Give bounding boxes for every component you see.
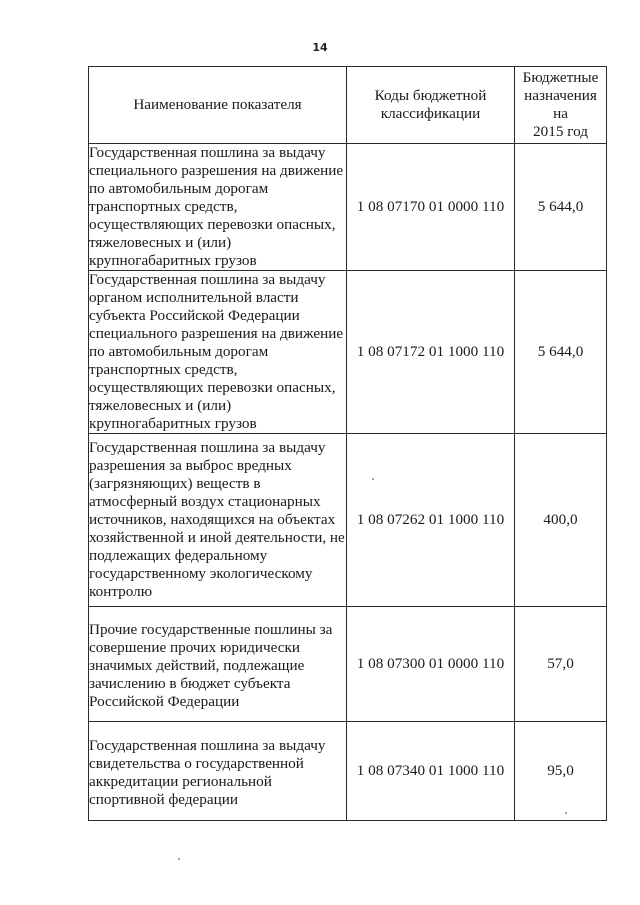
- indicator-name-line: (загрязняющих) веществ в: [89, 475, 261, 492]
- scan-speck: [372, 478, 374, 480]
- indicator-name-line: осуществляющих перевозки опасных,: [89, 216, 336, 233]
- indicator-name-line: специального разрешения на движение: [89, 162, 344, 179]
- budget-code-cell: 1 08 07172 01 1000 110: [347, 271, 515, 434]
- budget-code-cell: 1 08 07300 01 0000 110: [347, 607, 515, 722]
- indicator-name-line: совершение прочих юридически: [89, 639, 300, 656]
- indicator-name-line: крупногабаритных грузов: [89, 252, 257, 269]
- indicator-name-cell: [89, 271, 347, 434]
- budget-amount-cell: 95,0: [515, 722, 607, 821]
- header-budget-amount-line: Бюджетные: [522, 69, 599, 86]
- indicator-name-line: Государственная пошлина за выдачу: [89, 144, 326, 161]
- header-budget-code-line: классификации: [380, 105, 481, 122]
- table-row: [89, 144, 607, 271]
- indicator-name-cell: [89, 434, 347, 607]
- indicator-name-line: Российской Федерации: [89, 693, 240, 710]
- indicator-name-line: разрешения за выброс вредных: [89, 457, 292, 474]
- header-indicator-name-line: Наименование показателя: [133, 96, 302, 113]
- header-budget-amount-line: назначения на: [524, 87, 597, 122]
- indicator-name-line: Прочие государственные пошлины за: [89, 621, 333, 638]
- header-budget-code: [347, 67, 515, 144]
- header-budget-code-line: Коды бюджетной: [374, 87, 487, 104]
- indicator-name-cell: [89, 722, 347, 821]
- header-budget-amount-line: 2015 год: [533, 123, 588, 140]
- indicator-name-line: органом исполнительной власти: [89, 289, 299, 306]
- indicator-name-line: тяжеловесных и (или): [89, 397, 232, 414]
- indicator-name-line: государственному экологическому: [89, 565, 313, 582]
- budget-code-cell: 1 08 07340 01 1000 110: [347, 722, 515, 821]
- indicator-name-line: транспортных средств,: [89, 198, 238, 215]
- table-row: [89, 434, 607, 607]
- indicator-name-line: свидетельства о государственной: [89, 755, 304, 772]
- header-indicator-name: [89, 67, 347, 144]
- scan-speck: [565, 812, 567, 814]
- indicator-name-cell: [89, 144, 347, 271]
- indicator-name-line: тяжеловесных и (или): [89, 234, 232, 251]
- indicator-name-line: транспортных средств,: [89, 361, 238, 378]
- indicator-name-line: спортивной федерации: [89, 791, 239, 808]
- indicator-name-line: подлежащих федеральному: [89, 547, 268, 564]
- indicator-name-line: аккредитации региональной: [89, 773, 272, 790]
- budget-code-cell: 1 08 07170 01 0000 110: [347, 144, 515, 271]
- indicator-name-line: специального разрешения на движение: [89, 325, 344, 342]
- budget-code-cell: 1 08 07262 01 1000 110: [347, 434, 515, 607]
- table-row: [89, 722, 607, 821]
- budget-table: [88, 66, 607, 821]
- budget-amount-cell: 5 644,0: [515, 144, 607, 271]
- indicator-name-cell: [89, 607, 347, 722]
- budget-amount-cell: 5 644,0: [515, 271, 607, 434]
- indicator-name-line: крупногабаритных грузов: [89, 415, 257, 432]
- indicator-name-line: контролю: [89, 583, 153, 600]
- indicator-name-line: зачислению в бюджет субъекта: [89, 675, 291, 692]
- indicator-name-line: по автомобильным дорогам: [89, 180, 269, 197]
- indicator-name-line: Государственная пошлина за выдачу: [89, 271, 326, 288]
- indicator-name-line: Государственная пошлина за выдачу: [89, 737, 326, 754]
- table-row: [89, 271, 607, 434]
- page-number: 14: [312, 41, 328, 54]
- table-row: [89, 607, 607, 722]
- indicator-name-line: значимых действий, подлежащие: [89, 657, 305, 674]
- indicator-name-line: источников, находящихся на объектах: [89, 511, 336, 528]
- indicator-name-line: субъекта Российской Федерации: [89, 307, 300, 324]
- budget-amount-cell: 57,0: [515, 607, 607, 722]
- table-header-row: [89, 67, 607, 144]
- header-budget-amount: [515, 67, 607, 144]
- indicator-name-line: хозяйственной и иной деятельности, не: [89, 529, 345, 546]
- budget-amount-cell: 400,0: [515, 434, 607, 607]
- indicator-name-line: по автомобильным дорогам: [89, 343, 269, 360]
- indicator-name-line: Государственная пошлина за выдачу: [89, 439, 326, 456]
- indicator-name-line: осуществляющих перевозки опасных,: [89, 379, 336, 396]
- scan-speck: [178, 858, 180, 860]
- indicator-name-line: атмосферный воздух стационарных: [89, 493, 321, 510]
